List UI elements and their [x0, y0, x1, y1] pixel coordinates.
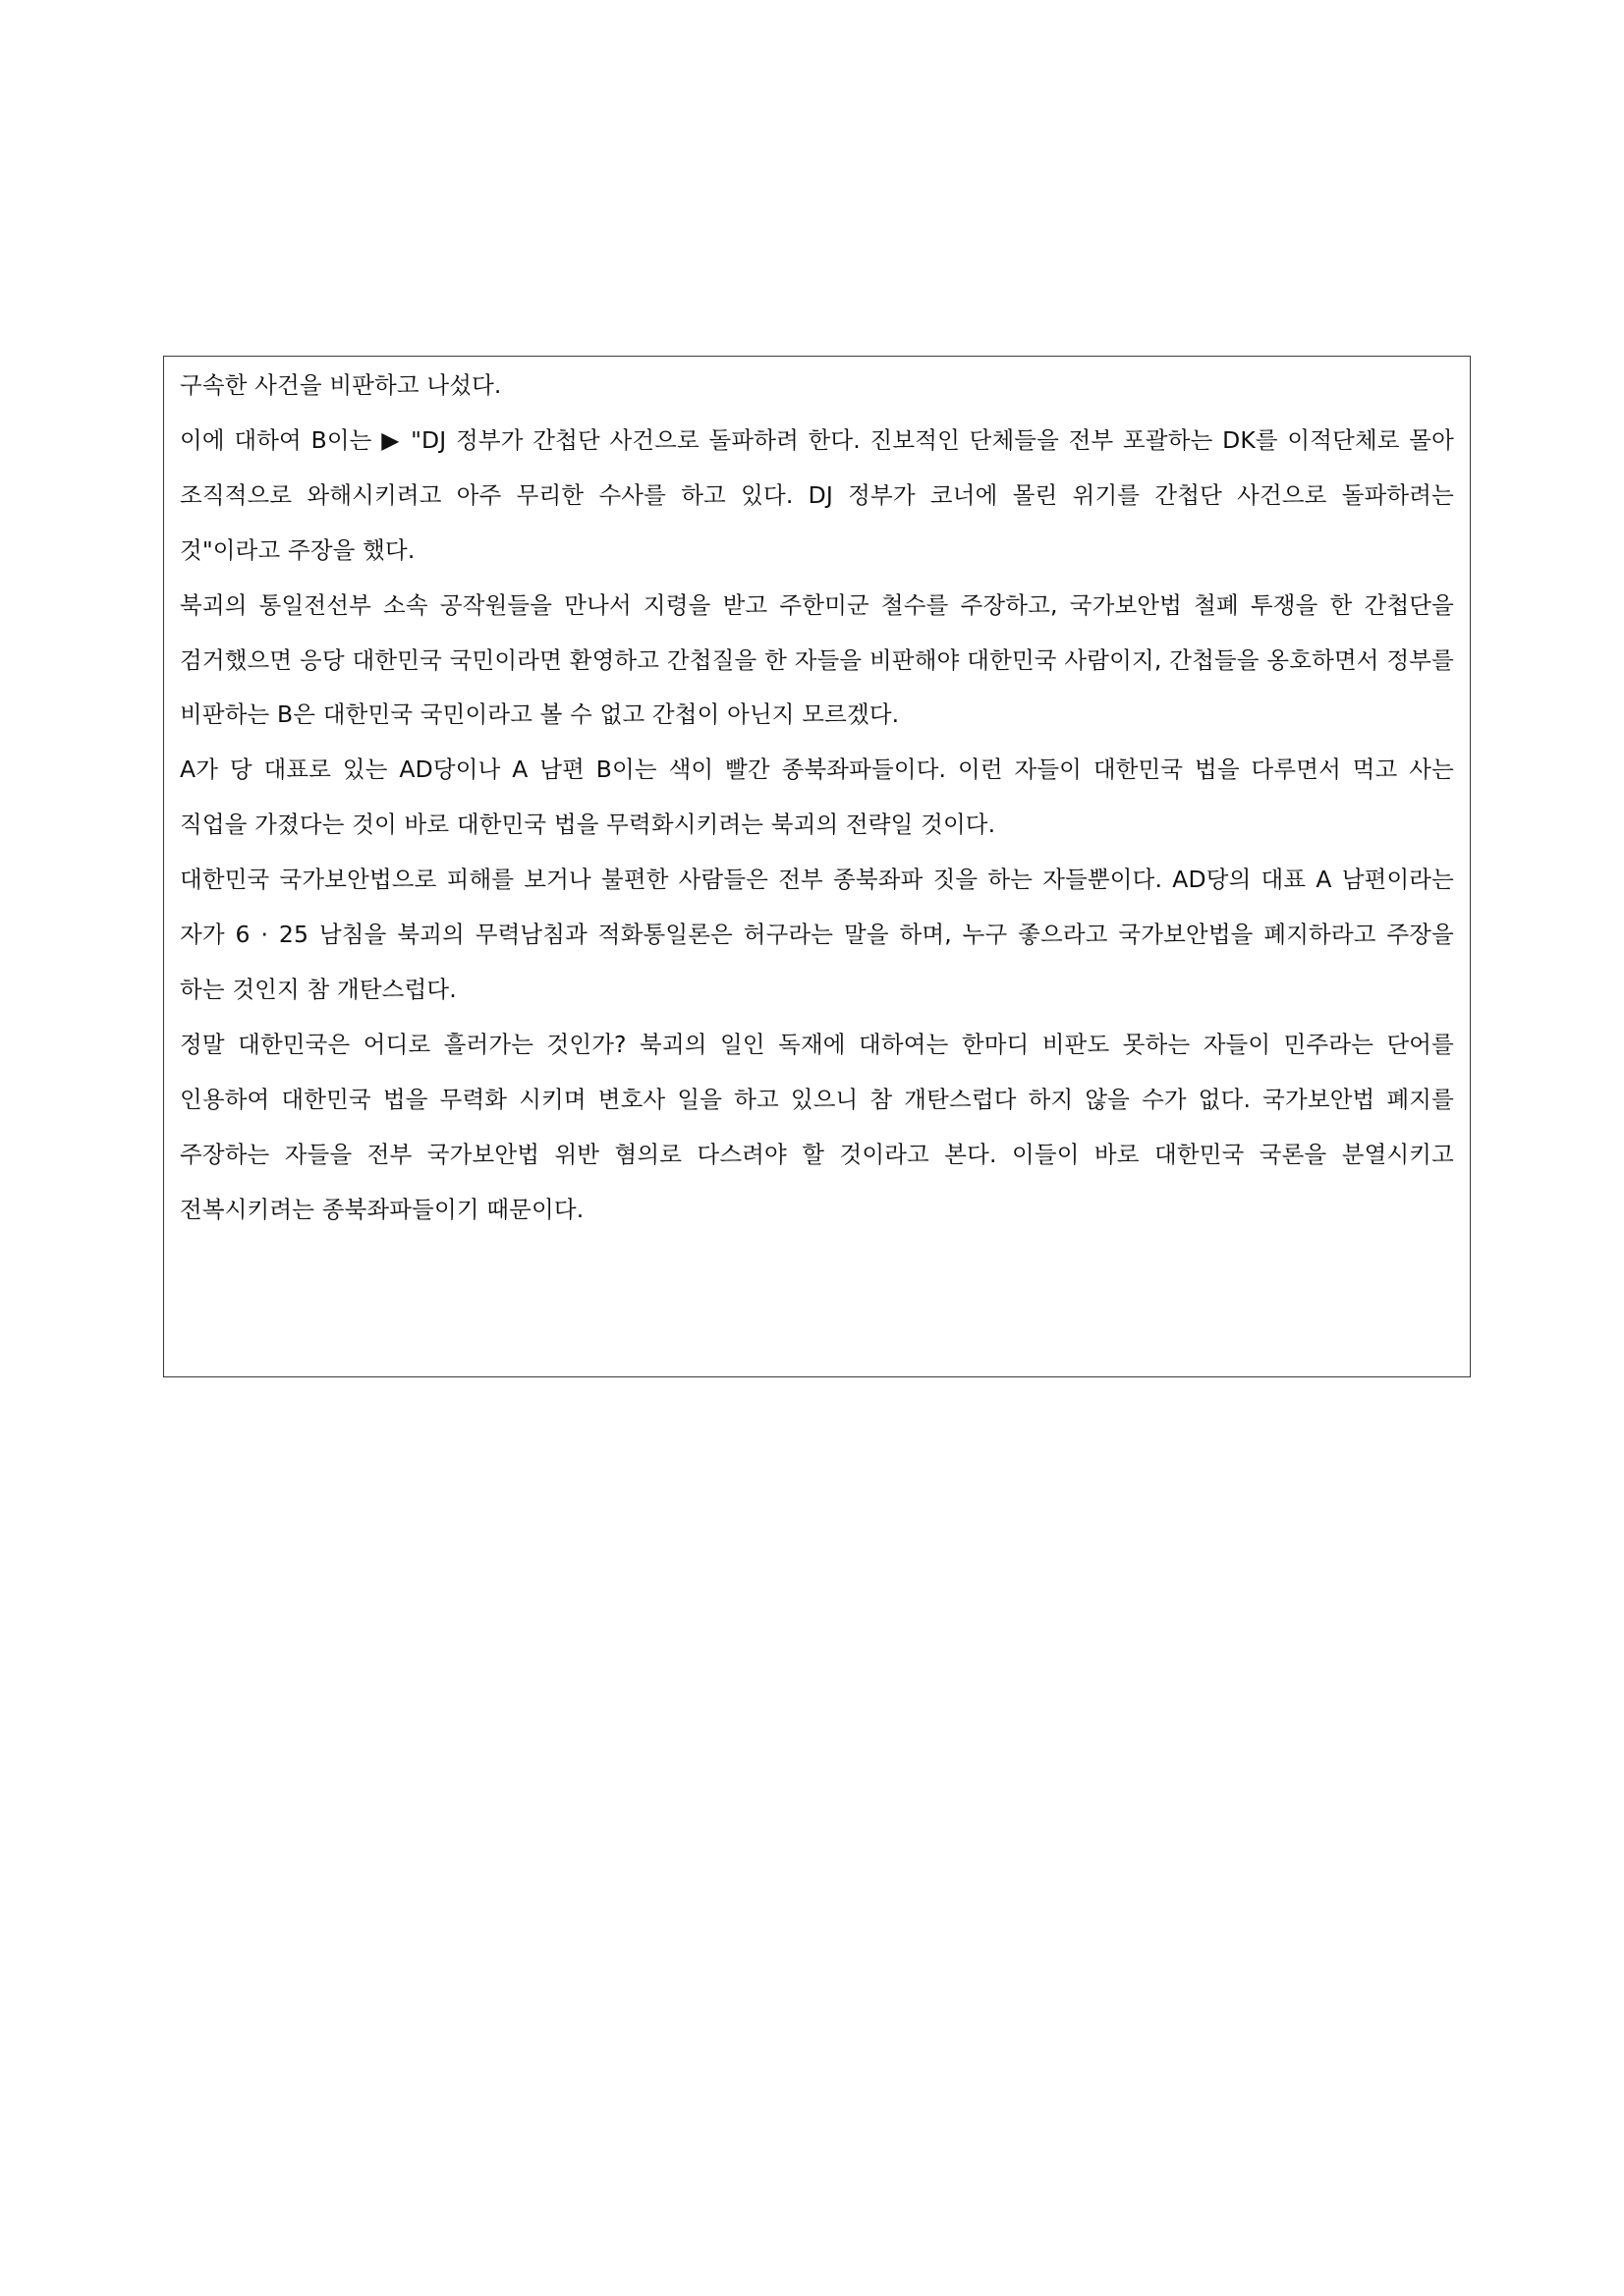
paragraph-6: 정말 대한민국은 어디로 흘러가는 것인가? 북괴의 일인 독재에 대하여는 한마디 비판도 못하는 자들이 민주라는 단어를 인용하여 대한민국 법을 무력화 시키며 변호사 일을 하고 있으니 참 개탄스럽다 하지 않을 수가 없다. 국가보안법 폐지를 주장하는 자들을 전부 국가보안법 위반 혐의로 다스려야 할 것이라고 본다. 이들이 바로 대한민국 국론을 분열시키고 전복시키려는 종북좌파들이기 때문이다.	[180, 1030, 1454, 1223]
paragraph-4: A가 당 대표로 있는 AD당이나 A 남편 B이는 색이 빨간 종북좌파들이다. 이런 자들이 대한민국 법을 다루면서 먹고 사는 직업을 가졌다는 것이 바로 대한민국 법을 무력화시키려는 북괴의 전략일 것이다.	[180, 756, 1454, 839]
paragraph-5: 대한민국 국가보안법으로 피해를 보거나 불편한 사람들은 전부 종북좌파 짓을 하는 자들뿐이다. AD당의 대표 A 남편이라는 자가 6 · 25 남침을 북괴의 무력남침과 적화통일론은 허구라는 말을 하며, 누구 좋으라고 국가보안법을 폐지하라고 주장을 하는 것인지 참 개탄스럽다.	[180, 866, 1454, 1003]
quoted-text-box	[163, 356, 1471, 1377]
paragraph-3: 북괴의 통일전선부 소속 공작원들을 만나서 지령을 받고 주한미군 철수를 주장하고, 국가보안법 철폐 투쟁을 한 간첩단을 검거했으면 응당 대한민국 국민이라면 환영하고 간첩질을 한 자들을 비판해야 대한민국 사람이지, 간첩들을 옹호하면서 정부를 비판하는 B은 대한민국 국민이라고 볼 수 없고 간첩이 아닌지 모르겠다.	[180, 590, 1454, 729]
paragraph-1: 구속한 사건을 비판하고 나섰다.	[180, 371, 502, 399]
paragraph-2: 이에 대하여 B이는 ▶ "DJ 정부가 간첩단 사건으로 돌파하려 한다. 진보적인 단체들을 전부 포괄하는 DK를 이적단체로 몰아 조직적으로 와해시키려고 아주 무리한 수사를 하고 있다. DJ 정부가 코너에 몰린 위기를 간첩단 사건으로 돌파하려는 것"이라고 주장을 했다.	[180, 425, 1454, 564]
